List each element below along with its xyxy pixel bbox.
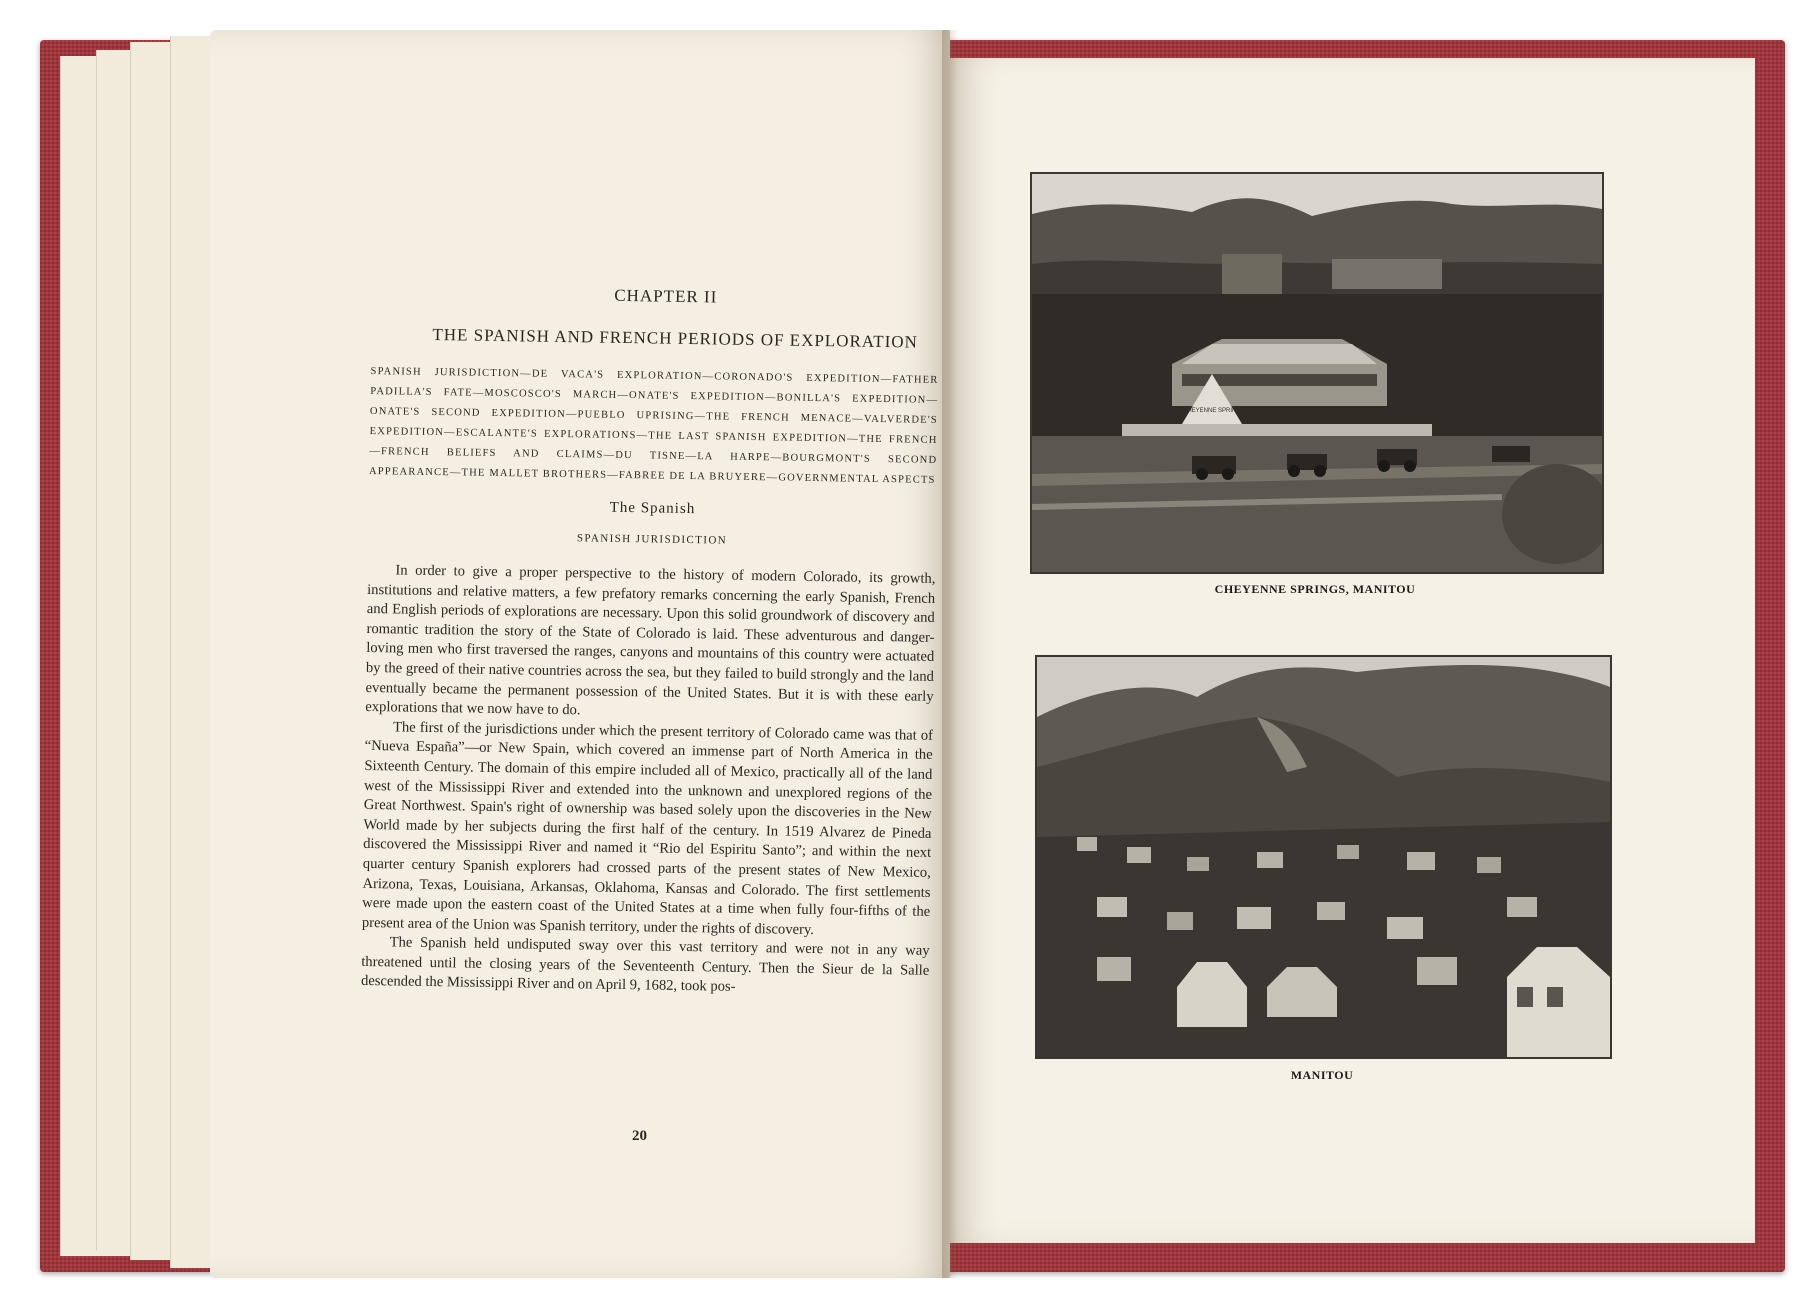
body-paragraph: The Spanish held undisputed sway over this vast territory and were not in any way threatened until the closing years of the Seventeenth Century. Then the Sieur de la Salle descended the Mississippi River and on April 9, 1682, took pos- bbox=[360, 934, 930, 996]
chapter-synopsis: SPANISH JURISDICTION—DE VACA'S EXPLORATION—CORONADO'S EXPEDITION—FATHER PADILLA'S FATE—MOSCOSCO'S MARCH—ONATE'S EXPEDITION—BONILLA'S EXPEDITION—ONATE'S SECOND EXPEDITION—PUEBLO UPRISING—THE FRENCH MENACE—VALVERDE'S EXPEDITION—ESCALANTE'S EXPLORATIONS—THE LAST SPANISH EXPEDITION—THE FRENCH—FRENCH BELIEFS AND CLAIMS—DU TISNE—LA HARPE—BOURGMONT'S SECOND APPEARANCE—THE MALLET BROTHERS—FABREE DE LA BRUYERE—GOVERNMENTAL ASPECTS bbox=[368, 365, 939, 486]
subsection-heading: SPANISH JURISDICTION bbox=[576, 532, 728, 547]
body-paragraph: The first of the jurisdictions under which the present territory of Colorado came was that of “Nueva España”—or New Spain, which covered an immense part of North America in the Sixteenth Century. The domain of this empire included all of Mexico, practically all of the land west of the Mississippi River and extended into the unknown and unexplored regions of the Great Northwest. Spain's right of ownership was based solely upon the discoveries in the New World made by her subjects during the first half of the century. In 1519 Alvarez de Pineda discovered the Mississippi River and named it “Rio del Espiritu Santo”; and within the next quarter century Spanish explorers had crossed parts of the present states of New Mexico, Arizona, Texas, Louisiana, Arkansas, Oklahoma, Kansas and Colorado. The first settlements were made upon the eastern coast of the United States at a time when fully four-fifths of the present area of the Union was Spanish territory, under the rights of discovery. bbox=[361, 719, 934, 938]
body-paragraph: In order to give a proper perspective to the history of modern Colorado, its growth, institutions and relative matters, a few prefatory remarks concerning the early Spanish, French and English periods of explorations are necessary. Upon this solid groundwork of discovery and romantic tradition the story of the State of Colorado is laid. These adventurous and danger-loving men who first traversed the ranges, canyons and mountains of this country were actuated by the greed of their native countries across the sea, but they failed to build strongly and the land eventually became the permanent possession of the United States. But it is with these early explorations that we now have to do. bbox=[365, 562, 936, 719]
chapter-text-block bbox=[361, 282, 940, 1001]
chapter-title: THE SPANISH AND FRENCH PERIODS OF EXPLORATION bbox=[432, 324, 919, 352]
page-number: 20 bbox=[632, 1128, 647, 1144]
photo-caption: MANITOU bbox=[1290, 1068, 1354, 1082]
chapter-number: CHAPTER II bbox=[614, 285, 718, 307]
photo-manitou bbox=[1035, 655, 1612, 1059]
photo-caption: CHEYENNE SPRINGS, MANITOU bbox=[1214, 582, 1416, 596]
cheyenne-spring-sign: CHEYENNE SPRING bbox=[1182, 408, 1242, 414]
photo-cheyenne-springs bbox=[1030, 172, 1604, 574]
book-gutter bbox=[942, 30, 958, 1278]
section-heading: The Spanish bbox=[609, 499, 696, 518]
